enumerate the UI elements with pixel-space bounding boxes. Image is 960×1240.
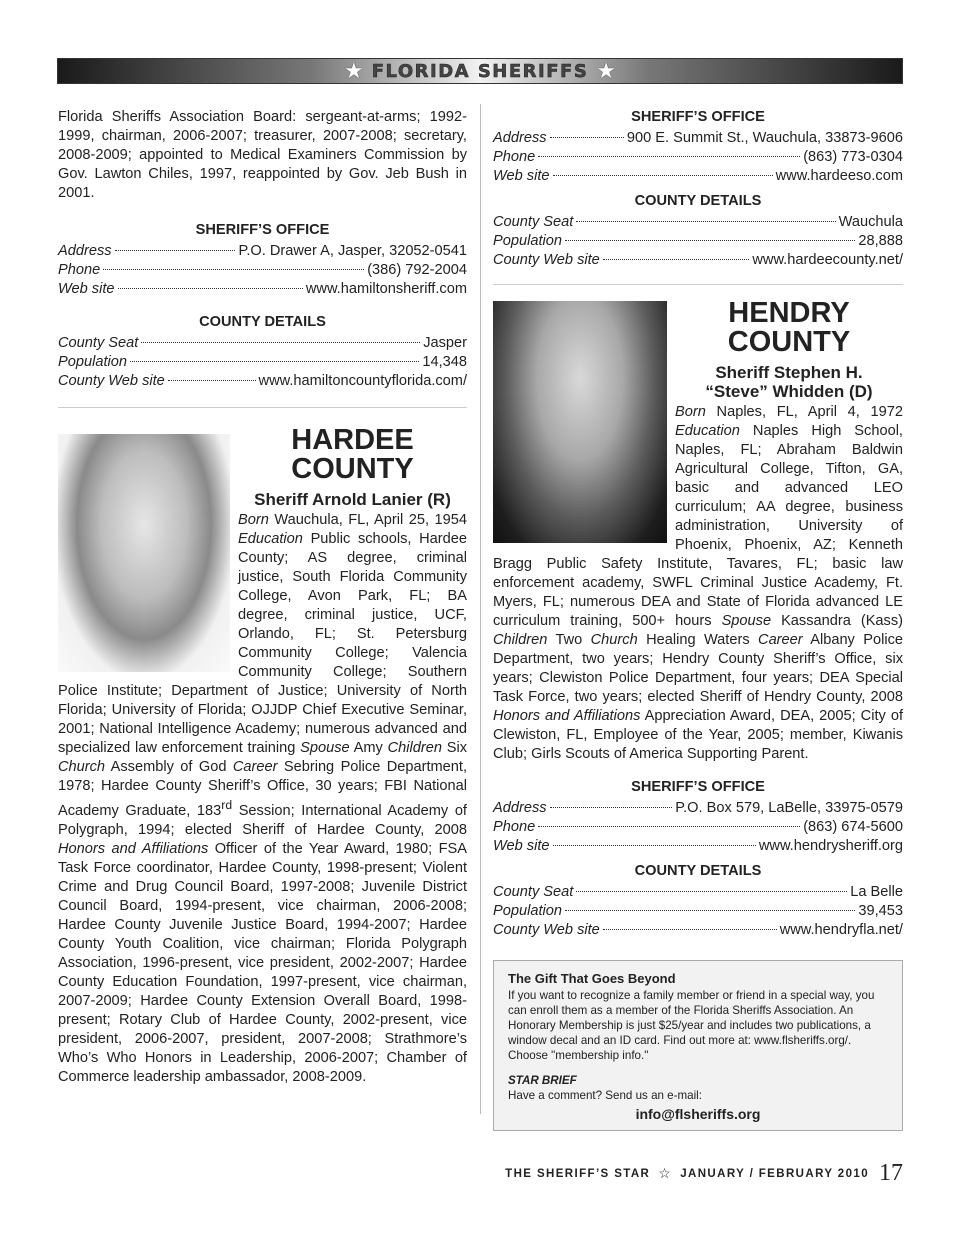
left-column [58,108,467,1087]
hardee-web-row: Web site www.hardeeso.com [493,168,903,184]
hendry-county-title: HENDRY COUNTY [727,297,851,358]
publication-name: THE SHERIFF’S STAR [505,1167,651,1180]
sheriff-whidden-photo [493,301,667,543]
hamilton-pop-row: Population 14,348 [58,354,467,370]
email-link[interactable]: info@flsheriffs.org [635,1106,761,1122]
hardee-bio: Born Wauchula, FL, April 25, 1954 Education Public schools, Hardee County; AS degree, criminal justice, South Florida Community College, Avon Park, FL; BA degree, criminal justice, UCF, Orlando, FL; St. Petersburg Community College; Valencia Community College; Southern Police Institute; Department of Justice; University of North Florida; University of Florida; OJJDP Chief Executive Seminar, 2001; National Intelligence Academy; numerous advanced and specialized law enforcement training Spouse Amy Children Six Church Assembly of God Career Sebring Police Department, 1978; Hardee County Sheriff’s Office, 30 years; FBI National Academy Graduate, 183rd Session; International Academy of Polygraph, 1994; elected Sheriff of Hardee County, 2008 Honors and Affiliations Officer of the Year Award, 1980; FSA Task Force coordinator, Hardee County, 1998-present; Violent Crime and Drug Council Board, 1997-2008; Juvenile District Council Board, 1994-present, vice chairman, 2006-2008; Hardee County Juvenile Justice Board, 1994-2007; Hardee County Youth Coalition, vice chairman; Florida Polygraph Association, 1996-present, vice president, 2002-2007; Hardee County Education Foundation, 1997-present, vice chairman, 2007-2009; Hardee County Extension Overall Board, 1998-present; Rotary Club of Hardee County, 2002-present, vice president, 2006-2007, president, 2007-2008; Strathmore’s Who’s Who Honors in Leadership, 2006-2007; Chamber of Commerce leadership ambassador, 2008-2009. [58,512,468,1085]
hendry-office-heading: SHERIFF’S OFFICE [631,779,765,795]
hendry-web-row: Web site www.hendrysheriff.org [493,838,903,854]
sheriff-lanier-photo [58,434,230,672]
hardee-county-title: HARDEE COUNTY [291,424,414,485]
star-brief-label: STAR BRIEF [508,1074,577,1087]
hardee-web-link[interactable]: www.hardeeso.com [775,168,903,184]
hamilton-seat-row: County Seat Jasper [58,335,467,351]
hamilton-county-heading: COUNTY DETAILS [199,314,326,330]
comment-prompt: Have a comment? Send us an e-mail: [508,1089,702,1102]
hamilton-county-web-link[interactable]: www.hamiltoncountyflorida.com/ [258,373,467,389]
hendry-address-row: Address P.O. Box 579, LaBelle, 33975-0579 [493,800,903,816]
hendry-seat-row: County Seat La Belle [493,884,903,900]
page-number: 17 [879,1160,903,1186]
hardee-sheriff-name: Sheriff Arnold Lanier (R) [254,490,451,509]
star-outline-icon: ☆ [658,1165,673,1181]
ad-title: The Gift That Goes Beyond [508,971,676,986]
hendry-web-link[interactable]: www.hendrysheriff.org [758,838,903,854]
hendry-phone-row: Phone (863) 674-5600 [493,819,903,835]
ad-body: If you want to recognize a family member or friend in a special way, you can enroll them as a member of the Florida Sheriffs Association. An Honorary Membership is just $25/year and includes two publications, a window decal and an ID card. Find out more at: www.flsheriffs.org/. Choose "membership info." [508,989,875,1062]
hardee-county-web-row: County Web site www.hardeecounty.net/ [493,252,903,268]
hardee-seat-row: County Seat Wauchula [493,214,903,230]
hamilton-bio-end: Florida Sheriffs Association Board: sergeant-at-arms; 1992-1999, chairman, 2006-2007; treasurer, 2007-2008; secretary, 2008-2009; appointed to Medical Examiners Commission by Gov. Lawton Chiles, 1997, reappointed by Gov. Jeb Bush in 2001. [58,109,467,201]
hamilton-address-row: Address P.O. Drawer A, Jasper, 32052-0541 [58,243,467,259]
hardee-county-heading: COUNTY DETAILS [634,193,762,209]
hardee-address-row: Address 900 E. Summit St., Wauchula, 33873-9606 [493,130,903,146]
divider [493,284,903,285]
hendry-county-web-link[interactable]: www.hendryfla.net/ [779,922,903,938]
hardee-phone-row: Phone (863) 773-0304 [493,149,903,165]
star-icon: ★ [343,58,364,83]
hamilton-phone-row: Phone (386) 792-2004 [58,262,467,278]
issue-date: JANUARY / FEBRUARY 2010 [680,1167,869,1180]
membership-ad-box [493,960,903,1131]
hamilton-web-row: Web site www.hamiltonsheriff.com [58,281,467,297]
right-column [493,108,903,1131]
hendry-county-heading: COUNTY DETAILS [634,863,762,879]
hardee-pop-row: Population 28,888 [493,233,903,249]
section-title: FLORIDA SHERIFFS [371,60,589,82]
hamilton-office-heading: SHERIFF’S OFFICE [195,222,330,238]
section-banner [57,58,903,84]
page-footer [477,1160,903,1187]
hamilton-county-web-row: County Web site www.hamiltoncountyflorida.com/ [58,373,467,389]
hendry-sheriff-name: Sheriff Stephen H. “Steve” Whidden (D) [705,363,873,401]
star-icon: ★ [596,58,617,83]
divider [58,407,467,408]
column-divider [480,104,481,1114]
hamilton-web-link[interactable]: www.hamiltonsheriff.com [305,281,467,297]
hendry-bio: Born Naples, FL, April 4, 1972 Education Naples High School, Naples, FL; Abraham Baldwin Agricultural College, Tifton, GA, basic and advanced LEO curriculum; AA degree, business administration, University of Phoenix, Phoenix, AZ; Kenneth Bragg Public Safety Institute, Tavares, FL; basic law enforcement academy, SWFL Criminal Justice Academy, Ft. Myers, FL; numerous DEA and State of Florida advanced LE curriculum training, 500+ hours Spouse Kassandra (Kass) Children Two Church Healing Waters Career Albany Police Department, two years; Hendry County Sheriff’s Office, six years; Clewiston Police Department, four years; DEA Special Task Force, two years; elected Sheriff of Hendry County, 2008 Honors and Affiliations Appreciation Award, DEA, 2005; City of Clewiston, FL, Employee of the Year, 2005; member, Kiwanis Club; Girls Scouts of America Supporting Parent. [493,404,904,762]
hendry-pop-row: Population 39,453 [493,903,903,919]
hardee-office-heading: SHERIFF’S OFFICE [631,109,765,125]
hardee-county-web-link[interactable]: www.hardeecounty.net/ [752,252,903,268]
hendry-county-web-row: County Web site www.hendryfla.net/ [493,922,903,938]
